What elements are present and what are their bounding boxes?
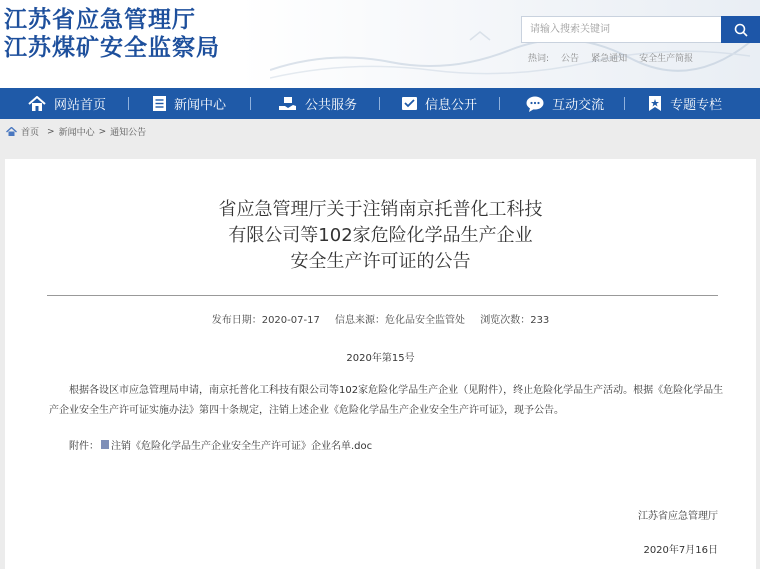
logo-line-1: 江苏省应急管理厅	[4, 7, 196, 33]
article-title-line: 安全生产许可证的公告	[290, 251, 471, 272]
attachment-label: 附件：	[69, 441, 99, 452]
nav-divider	[499, 97, 500, 110]
service-icon	[279, 96, 297, 111]
bookmark-icon	[648, 96, 662, 111]
nav-divider	[250, 97, 251, 110]
article-meta	[5, 311, 756, 326]
nav-item-special-topics[interactable]	[648, 88, 722, 119]
nav-item-label: 公共服务	[305, 98, 358, 113]
search-icon	[734, 23, 748, 37]
nav-divider	[379, 97, 380, 110]
nav-item-label: 互动交流	[552, 98, 605, 113]
chat-icon	[526, 96, 544, 112]
breadcrumb-home-link[interactable]: 首页	[21, 128, 40, 138]
document-number: 2020年第15号	[346, 353, 415, 364]
site-header	[0, 0, 760, 88]
nav-divider	[624, 97, 625, 110]
nav-item-home[interactable]	[28, 88, 106, 119]
view-count: 浏览次数：233	[480, 315, 550, 326]
nav-item-label: 网站首页	[54, 98, 107, 113]
article-title-line: 省应急管理厅关于注销南京托普化工科技	[218, 199, 543, 220]
main-nav	[0, 88, 760, 119]
info-icon	[402, 96, 417, 111]
article-title-line: 有限公司等102家危险化学品生产企业	[228, 225, 533, 246]
breadcrumb-news-link[interactable]: 新闻中心	[58, 128, 95, 138]
nav-item-label: 信息公开	[425, 98, 478, 113]
nav-item-interaction[interactable]	[526, 88, 604, 119]
doc-file-icon	[101, 440, 109, 449]
hot-words-label: 热词:	[528, 54, 550, 64]
signature: 江苏省应急管理厅	[638, 511, 718, 522]
site-logo[interactable]	[4, 6, 220, 62]
document-icon	[153, 96, 166, 111]
sign-date: 2020年7月16日	[643, 545, 718, 556]
article-title	[5, 197, 756, 275]
nav-item-info-disclosure[interactable]	[402, 88, 477, 119]
attachment-link[interactable]: 注销《危险化学品生产企业安全生产许可证》企业名单.doc	[111, 441, 373, 452]
hot-word-link[interactable]: 公告	[561, 54, 580, 64]
nav-item-public-service[interactable]	[279, 88, 357, 119]
hot-word-link[interactable]: 安全生产简报	[639, 54, 694, 64]
logo-line-2: 江苏煤矿安全监察局	[4, 35, 220, 61]
breadcrumb-separator: >	[47, 126, 55, 137]
publish-date: 发布日期：2020-07-17	[211, 315, 320, 326]
home-icon	[6, 127, 17, 136]
article-panel	[5, 159, 756, 569]
attachment	[69, 437, 372, 452]
info-source: 信息来源：危化品安全监管处	[335, 315, 466, 326]
breadcrumb-notices-link[interactable]: 通知公告	[110, 128, 147, 138]
home-icon	[28, 96, 46, 111]
article-body: 根据各设区市应急管理局申请，南京托普化工科技有限公司等102家危险化学品生产企业（见附件），终止危险化学品生产活动。根据《危险化学品生产企业安全生产许可证实施办法》第四十条规定，注销上述企业《危险化学品生产企业安全生产许可证》，现予公告。	[49, 385, 724, 416]
hot-word-link[interactable]: 紧急通知	[591, 54, 628, 64]
search-input[interactable]: 请输入搜索关键词	[521, 16, 721, 43]
nav-item-news[interactable]	[153, 88, 226, 119]
nav-item-label: 专题专栏	[670, 98, 723, 113]
search-button[interactable]	[721, 16, 760, 43]
breadcrumb-separator: >	[98, 126, 107, 137]
hot-words	[528, 51, 693, 64]
nav-item-label: 新闻中心	[174, 98, 227, 113]
nav-divider	[128, 97, 129, 110]
title-divider	[47, 295, 718, 296]
breadcrumb	[6, 125, 146, 138]
